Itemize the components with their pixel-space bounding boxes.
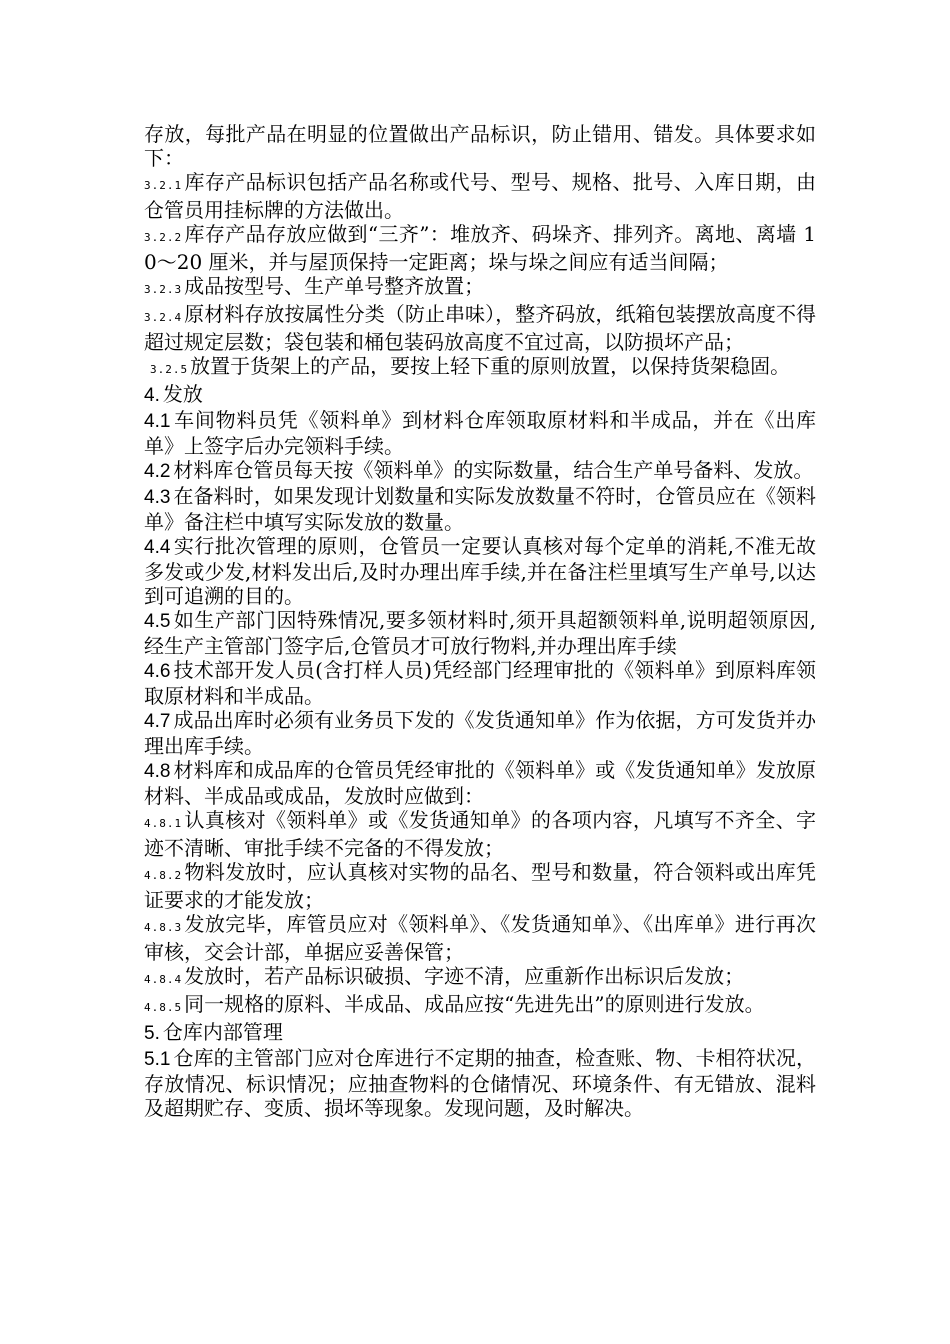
clause-number: 4.8.5	[144, 1001, 183, 1014]
paragraph-3-2-3	[144, 274, 816, 302]
paragraph-text: 实行批次管理的原则，仓管员一定要认真核对每个定单的消耗,不准无故多发或少发,材料发出后,及时办理出库手续,并在备注栏里填写生产单号,以达到可追溯的目的。	[144, 534, 816, 608]
section-heading-4	[144, 382, 816, 408]
clause-number: 3.2.3	[144, 283, 183, 296]
paragraph-text: 库存产品存放应做到“三齐”：堆放齐、码垛齐、排列齐。离地、离墙 10～20 厘米，并与屋顶保持一定距离；垛与垛之间应有适当间隔；	[144, 222, 816, 274]
paragraph-3-2-1	[144, 170, 816, 222]
paragraph-text: 存放，每批产品在明显的位置做出产品标识，防止错用、错发。具体要求如下：	[144, 122, 816, 170]
section-title: 发放	[162, 382, 203, 406]
clause-number: 5.1	[144, 1049, 171, 1070]
paragraph-4-1	[144, 408, 816, 458]
paragraph-text: 仓库的主管部门应对仓库进行不定期的抽查，检查账、物、卡相符状况，存放情况、标识情况；应抽查物料的仓储情况、环境条件、有无错放、混料及超期贮存、变质、损坏等现象。发现问题，及时解决。	[144, 1046, 816, 1120]
section-heading-5	[144, 1020, 816, 1046]
paragraph-text: 同一规格的原料、半成品、成品应按“先进先出”的原则进行发放。	[184, 992, 765, 1016]
section-title: 仓库内部管理	[162, 1020, 283, 1044]
paragraph-text: 物料发放时，应认真核对实物的品名、型号和数量，符合领料或出库凭证要求的才能发放；	[144, 860, 816, 912]
clause-number: 4.2	[144, 461, 171, 482]
paragraph-text: 如生产部门因特殊情况,要多领材料时,须开具超额领料单,说明超领原因,经生产主管部门签字后,仓管员才可放行物料,并办理出库手续	[144, 608, 816, 658]
document-body	[144, 122, 816, 1120]
paragraph-text: 认真核对《领料单》或《发货通知单》的各项内容，凡填写不齐全、字迹不清晰、审批手续不完备的不得发放；	[144, 808, 816, 860]
clause-number: 4.8.2	[144, 869, 183, 882]
paragraph-4-8-1	[144, 808, 816, 860]
paragraph-text: 成品出库时必须有业务员下发的《发货通知单》作为依据，方可发货并办理出库手续。	[144, 708, 816, 758]
paragraph-text: 在备料时，如果发现计划数量和实际发放数量不符时，仓管员应在《领料单》备注栏中填写实际发放的数量。	[144, 484, 816, 534]
clause-number: 3.2.4	[144, 311, 183, 324]
paragraph-text: 发放完毕，库管员应对《领料单》、《发货通知单》、《出库单》进行再次审核，交会计部，单据应妥善保管；	[144, 912, 816, 964]
paragraph-text: 车间物料员凭《领料单》到材料仓库领取原材料和半成品，并在《出库单》上签字后办完领料手续。	[144, 408, 816, 458]
paragraph	[144, 122, 816, 170]
paragraph-text: 原材料存放按属性分类（防止串味），整齐码放，纸箱包装摆放高度不得超过规定层数；袋包装和桶包装码放高度不宜过高，以防损坏产品；	[144, 302, 816, 354]
clause-number: 4.5	[144, 611, 171, 632]
paragraph-4-8	[144, 758, 816, 808]
paragraph-4-5	[144, 608, 816, 658]
clause-number: 4.1	[144, 411, 171, 432]
paragraph-3-2-2	[144, 222, 816, 274]
paragraph-4-8-5	[144, 992, 816, 1020]
clause-number: 3.2.1	[144, 179, 183, 192]
paragraph-4-8-2	[144, 860, 816, 912]
clause-number: 3.2.5	[150, 363, 189, 376]
paragraph-3-2-5	[144, 354, 816, 382]
paragraph-4-2	[144, 458, 816, 484]
paragraph-text: 发放时，若产品标识破损、字迹不清，应重新作出标识后发放；	[184, 964, 745, 988]
paragraph-text: 材料库和成品库的仓管员凭经审批的《领料单》或《发货通知单》发放原材料、半成品或成品，发放时应做到：	[144, 758, 816, 808]
paragraph-text: 技术部开发人员(含打样人员)凭经部门经理审批的《领料单》到原料库领取原材料和半成品。	[144, 658, 816, 708]
section-number: 5.	[144, 1023, 160, 1044]
clause-number: 4.8.1	[144, 817, 183, 830]
clause-number: 4.6	[144, 661, 171, 682]
clause-number: 4.7	[144, 711, 171, 732]
paragraph-4-3	[144, 484, 816, 534]
section-number: 4.	[144, 385, 160, 406]
paragraph-4-4	[144, 534, 816, 608]
paragraph-text: 材料库仓管员每天按《领料单》的实际数量，结合生产单号备料、发放。	[173, 458, 814, 482]
paragraph-4-8-4	[144, 964, 816, 992]
clause-number: 4.3	[144, 487, 171, 508]
paragraph-4-7	[144, 708, 816, 758]
paragraph-text: 放置于货架上的产品，要按上轻下重的原则放置，以保持货架稳固。	[190, 354, 791, 378]
clause-number: 3.2.2	[144, 231, 183, 244]
clause-number: 4.8.4	[144, 973, 183, 986]
paragraph-4-6	[144, 658, 816, 708]
paragraph-text: 库存产品标识包括产品名称或代号、型号、规格、批号、入库日期，由仓管员用挂标牌的方法做出。	[144, 170, 816, 222]
paragraph-text: 成品按型号、生产单号整齐放置；	[184, 274, 485, 298]
paragraph-4-8-3	[144, 912, 816, 964]
paragraph-5-1	[144, 1046, 816, 1120]
clause-number: 4.8	[144, 761, 171, 782]
paragraph-3-2-4	[144, 302, 816, 354]
clause-number: 4.8.3	[144, 921, 183, 934]
clause-number: 4.4	[144, 537, 171, 558]
